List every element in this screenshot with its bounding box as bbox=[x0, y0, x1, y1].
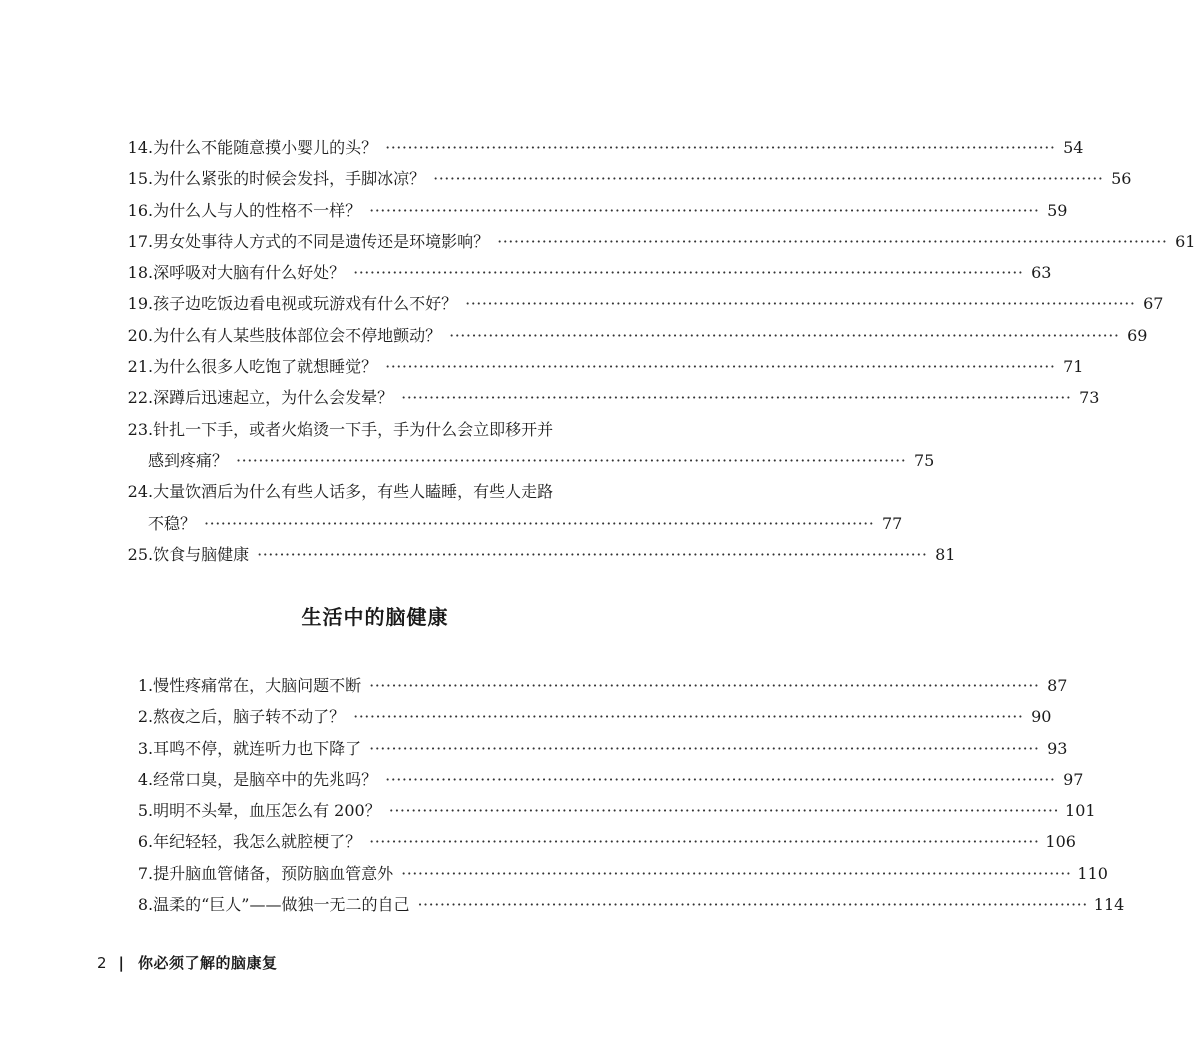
toc-entry[interactable] bbox=[126, 670, 1068, 701]
toc-entry[interactable] bbox=[126, 795, 1096, 826]
toc-list-bottom bbox=[126, 670, 1125, 920]
toc-list-top bbox=[126, 132, 1195, 570]
toc-entry-title: 明明不头晕，血压怎么有 200？ bbox=[153, 801, 381, 821]
toc-entry-number: 19 bbox=[127, 294, 148, 314]
toc-entry-page-number: 106 bbox=[1045, 832, 1076, 852]
toc-entry-page-number: 54 bbox=[1063, 138, 1084, 157]
toc-entry-number: 20 bbox=[127, 325, 148, 345]
toc-entry-page-number: 114 bbox=[1093, 895, 1125, 915]
toc-entry-page-number: 93 bbox=[1047, 738, 1068, 758]
toc-entry-title: 耳鸣不停，就连听力也下降了 bbox=[153, 738, 362, 758]
toc-entry-title: 为什么很多人吃饱了就想睡觉？ bbox=[153, 357, 378, 377]
toc-entry-page-number: 63 bbox=[1031, 263, 1052, 283]
toc-dot-leader: ························································································································ bbox=[401, 863, 1072, 883]
toc-dot-leader: ························································································································ bbox=[369, 200, 1040, 220]
footer-page-number: 2 bbox=[97, 953, 107, 972]
toc-entry-title: 大量饮酒后为什么有些人话多，有些人瞌睡，有些人走路 bbox=[153, 482, 554, 502]
toc-number-dot: . bbox=[148, 231, 154, 251]
toc-number-dot: . bbox=[148, 832, 154, 852]
toc-entry-title: 年纪轻轻，我怎么就腔梗了？ bbox=[153, 832, 362, 852]
toc-entry-number: 1 bbox=[137, 676, 148, 695]
toc-dot-leader: ························································································································ bbox=[257, 544, 928, 564]
toc-entry-title: 深蹲后迅速起立，为什么会发晕？ bbox=[153, 388, 394, 408]
toc-entry[interactable] bbox=[126, 257, 1052, 288]
toc-entry-number: 14 bbox=[127, 138, 148, 157]
toc-entry-title: 经常口臭，是脑卒中的先兆吗？ bbox=[153, 769, 378, 789]
toc-number-dot: . bbox=[148, 388, 154, 408]
toc-entry-page-number: 97 bbox=[1063, 769, 1084, 789]
toc-dot-leader: ························································································································ bbox=[433, 169, 1104, 189]
toc-entry-page-number: 56 bbox=[1111, 169, 1132, 189]
toc-entry-number: 5 bbox=[137, 801, 148, 821]
toc-number-dot: . bbox=[148, 419, 154, 439]
toc-entry-title: 孩子边吃饭边看电视或玩游戏有什么不好？ bbox=[153, 294, 458, 314]
toc-entry-title: 男女处事待人方式的不同是遗传还是环境影响？ bbox=[153, 231, 490, 251]
toc-entry-number: 16 bbox=[127, 200, 148, 220]
toc-dot-leader: ························································································································ bbox=[369, 832, 1040, 852]
toc-dot-leader: ························································································································ bbox=[369, 676, 1040, 695]
toc-entry[interactable] bbox=[126, 414, 935, 477]
toc-entry[interactable] bbox=[126, 733, 1068, 764]
toc-entry-page-number: 87 bbox=[1047, 676, 1068, 695]
toc-entry-number: 4 bbox=[137, 769, 148, 789]
toc-entry[interactable] bbox=[126, 382, 1100, 413]
toc-entry-number: 2 bbox=[137, 707, 148, 727]
toc-entry-title: 温柔的“巨人”——做独一无二的自己 bbox=[153, 895, 410, 915]
toc-entry-number: 21 bbox=[127, 357, 148, 377]
toc-number-dot: . bbox=[148, 738, 154, 758]
toc-number-dot: . bbox=[148, 263, 154, 283]
toc-dot-leader: ························································································································ bbox=[353, 263, 1024, 283]
toc-number-dot: . bbox=[148, 169, 154, 189]
toc-entry-title: 为什么有人某些肢体部位会不停地颤动？ bbox=[153, 325, 442, 345]
toc-entry[interactable] bbox=[126, 320, 1148, 351]
toc-entry[interactable] bbox=[126, 858, 1108, 889]
toc-entry-number: 17 bbox=[127, 231, 148, 251]
toc-entry-title: 不稳？ bbox=[148, 513, 197, 533]
toc-entry-number: 24 bbox=[127, 482, 148, 502]
toc-dot-leader: ························································································································ bbox=[465, 294, 1136, 314]
toc-entry[interactable] bbox=[126, 351, 1084, 382]
toc-entry[interactable] bbox=[126, 132, 1084, 163]
footer-separator: | bbox=[118, 953, 125, 972]
toc-dot-leader: ························································································································ bbox=[401, 388, 1072, 408]
toc-number-dot: . bbox=[148, 138, 154, 157]
toc-dot-leader: ························································································································ bbox=[385, 769, 1056, 789]
toc-entry-page-number: 101 bbox=[1065, 801, 1096, 821]
toc-dot-leader: ························································································································ bbox=[497, 231, 1168, 251]
toc-entry[interactable] bbox=[126, 539, 956, 570]
toc-entry-number: 22 bbox=[127, 388, 148, 408]
toc-entry[interactable] bbox=[126, 764, 1084, 795]
section-title: 生活中的脑健康 bbox=[301, 605, 449, 629]
toc-entry-page-number: 67 bbox=[1143, 294, 1164, 314]
toc-entry-page-number: 110 bbox=[1077, 863, 1108, 883]
toc-number-dot: . bbox=[148, 801, 154, 821]
toc-entry[interactable] bbox=[126, 701, 1052, 732]
toc-number-dot: . bbox=[148, 707, 154, 727]
toc-entry-page-number: 90 bbox=[1031, 707, 1052, 727]
toc-entry-page-number: 59 bbox=[1047, 200, 1068, 220]
toc-dot-leader: ························································································································ bbox=[204, 513, 875, 533]
toc-entry-page-number: 69 bbox=[1127, 325, 1148, 345]
toc-dot-leader: ························································································································ bbox=[236, 450, 907, 470]
toc-number-dot: . bbox=[148, 863, 154, 883]
toc-entry-title: 慢性疼痛常在，大脑问题不断 bbox=[153, 676, 362, 695]
toc-entry-title: 饮食与脑健康 bbox=[153, 544, 250, 564]
toc-entry-number: 18 bbox=[127, 263, 148, 283]
toc-number-dot: . bbox=[148, 895, 154, 915]
toc-dot-leader: ························································································································ bbox=[388, 801, 1060, 821]
toc-entry[interactable] bbox=[126, 226, 1195, 257]
toc-number-dot: . bbox=[148, 200, 154, 220]
toc-entry-number: 25 bbox=[127, 544, 148, 564]
toc-number-dot: . bbox=[148, 769, 154, 789]
toc-entry[interactable] bbox=[126, 195, 1068, 226]
footer-book-title: 你必须了解的脑康复 bbox=[138, 954, 278, 972]
toc-dot-leader: ························································································································ bbox=[385, 138, 1056, 157]
toc-entry-page-number: 75 bbox=[913, 450, 935, 470]
toc-entry-page-number: 81 bbox=[935, 544, 956, 564]
toc-number-dot: . bbox=[148, 357, 154, 377]
toc-entry[interactable] bbox=[126, 288, 1164, 319]
toc-entry-page-number: 61 bbox=[1175, 231, 1195, 251]
toc-entry[interactable] bbox=[126, 889, 1125, 920]
toc-dot-leader: ························································································································ bbox=[369, 738, 1040, 758]
toc-entry-number: 3 bbox=[137, 738, 148, 758]
toc-entry-title: 提升脑血管储备，预防脑血管意外 bbox=[153, 863, 394, 883]
toc-entry[interactable] bbox=[126, 476, 903, 539]
toc-entry-title: 深呼吸对大脑有什么好处？ bbox=[153, 263, 346, 283]
toc-entry-title: 为什么紧张的时候会发抖，手脚冰凉？ bbox=[153, 169, 426, 189]
toc-entry-page-number: 71 bbox=[1063, 357, 1084, 377]
toc-entry-number: 7 bbox=[137, 863, 148, 883]
page-footer bbox=[97, 952, 278, 973]
toc-entry-number: 23 bbox=[127, 419, 148, 439]
toc-entry-title: 感到疼痛？ bbox=[148, 450, 229, 470]
toc-entry-number: 6 bbox=[137, 832, 148, 852]
toc-entry-title: 为什么不能随意摸小婴儿的头？ bbox=[153, 138, 378, 157]
toc-number-dot: . bbox=[148, 676, 154, 695]
toc-dot-leader: ························································································································ bbox=[353, 707, 1024, 727]
toc-dot-leader: ························································································································ bbox=[417, 895, 1088, 915]
toc-number-dot: . bbox=[148, 294, 154, 314]
toc-entry-title: 为什么人与人的性格不一样？ bbox=[153, 200, 362, 220]
toc-entry-number: 15 bbox=[127, 169, 148, 189]
toc-entry-page-number: 77 bbox=[881, 513, 903, 533]
toc-entry[interactable] bbox=[126, 163, 1132, 194]
toc-entry-page-number: 73 bbox=[1079, 388, 1100, 408]
toc-entry-title: 熬夜之后，脑子转不动了？ bbox=[153, 707, 346, 727]
toc-entry-title: 针扎一下手，或者火焰烫一下手，手为什么会立即移开并 bbox=[153, 419, 554, 439]
toc-number-dot: . bbox=[148, 325, 154, 345]
toc-number-dot: . bbox=[148, 482, 154, 502]
toc-dot-leader: ························································································································ bbox=[385, 357, 1056, 377]
toc-entry-number: 8 bbox=[137, 895, 148, 915]
toc-dot-leader: ························································································································ bbox=[449, 325, 1120, 345]
toc-number-dot: . bbox=[148, 544, 154, 564]
toc-entry[interactable] bbox=[126, 826, 1076, 857]
